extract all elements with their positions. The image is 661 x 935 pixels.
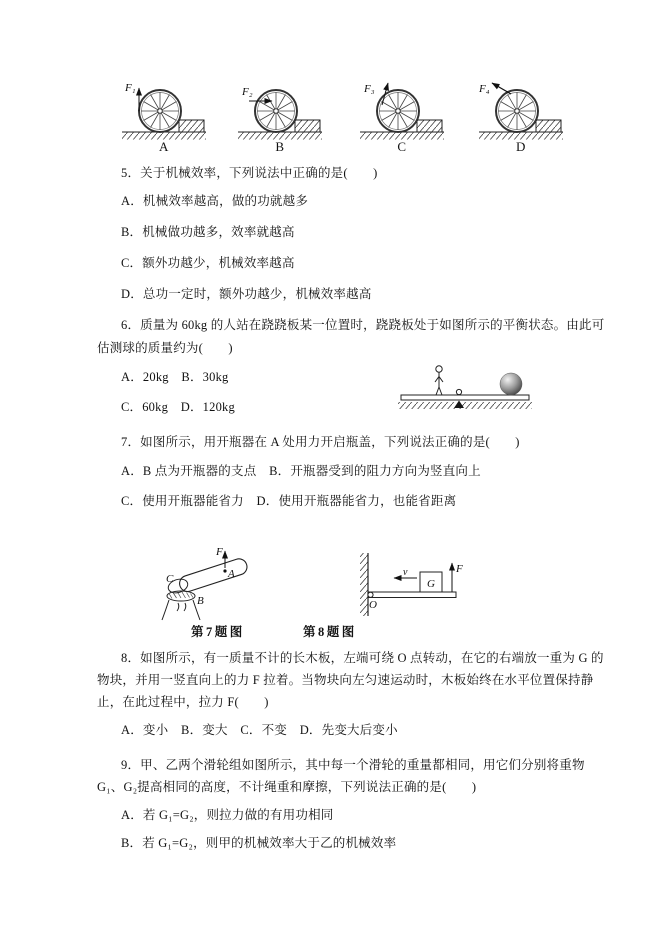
wheel — [255, 90, 297, 132]
q5-option-d: D．总功一定时，额外功越少，机械效率越高 — [121, 287, 372, 301]
q6-options-row1: A．20kg B．30kg — [121, 370, 229, 384]
q7-options-row2: C．使用开瓶器能省力 D．使用开瓶器能省力，也能省距离 — [121, 494, 457, 508]
opener-handle — [166, 557, 249, 596]
force-arrow — [452, 563, 463, 592]
q5-option-c: C．额外功越少，机械效率越高 — [121, 256, 295, 270]
q9-option-a: A．若 G₁=G₂，则拉力做的有用功相同 — [121, 808, 334, 822]
pivot-o-label: O — [369, 599, 377, 611]
pivot — [368, 592, 373, 597]
bottle-opener-figure — [158, 546, 263, 624]
q6-options-row2: C．60kg D．120kg — [121, 400, 235, 414]
wheel-diagram-b — [236, 78, 324, 142]
wheel-figure-d — [477, 78, 565, 158]
seesaw-plank — [401, 395, 529, 400]
wheel — [496, 90, 538, 132]
wheel-diagram-c — [358, 78, 446, 142]
ground-hatch — [398, 402, 532, 409]
curb-block — [179, 120, 204, 132]
velocity-label: v — [403, 567, 408, 578]
q5-option-b: B．机械做功越多，效率就越高 — [121, 225, 295, 239]
fig8-caption: 第8题图 — [303, 625, 357, 639]
point-b-label: B — [197, 595, 204, 607]
q8-options-row: A．变小 B．变大 C．不变 D．先变大后变小 — [121, 723, 398, 737]
plank — [368, 592, 456, 598]
wall — [360, 553, 368, 616]
fig7-caption: 第7题图 — [191, 625, 245, 639]
curb-block — [536, 120, 561, 132]
wheel-figure-c — [358, 78, 446, 158]
curb-block — [295, 120, 320, 132]
q5-option-a: A．机械效率越高，做的功就越多 — [121, 194, 309, 208]
force-f-label: F — [216, 546, 223, 558]
q7-options-row1: A．B 点为开瓶器的支点 B．开瓶器受到的阻力方向为竖直向上 — [121, 464, 481, 478]
q6-stem-line2: 估测球的质量约为( ) — [97, 341, 233, 355]
wheel — [139, 90, 181, 132]
q8-stem-line2: 物块，并用一竖直向上的力 F 拉着。当物块向左匀速运动时，木板始终在水平位置保持静 — [97, 673, 594, 687]
force-label: F₄ — [479, 83, 490, 95]
q9-stem-line1: 9．甲、乙两个滑轮组如图所示，其中每一个滑轮的重量都相同，用它们分别将重物 — [121, 758, 585, 772]
velocity-arrow — [394, 567, 417, 578]
block-g — [420, 572, 442, 592]
curb-block — [417, 120, 442, 132]
point-a-dot — [223, 569, 226, 572]
pivoted-plank-figure — [348, 550, 466, 620]
force-f-label: F — [456, 563, 463, 575]
bottle — [162, 600, 200, 620]
ball — [500, 373, 522, 395]
force-arrow — [124, 82, 139, 111]
q9-stem-line2: G₁、G₂提高相同的高度，不计绳重和摩擦，下列说法正确的是( ) — [97, 780, 477, 794]
wheel-diagram-d — [477, 78, 565, 142]
q8-stem-line1: 8．如图所示，有一质量不计的长木板，左端可绕 O 点转动，在它的右端放一重为 G 的 — [121, 651, 604, 665]
force-label: F₁ — [125, 82, 136, 94]
seesaw-figure — [398, 362, 534, 412]
q5-stem: 5．关于机械效率，下列说法中正确的是( ) — [121, 166, 378, 180]
wheel-letter: B — [275, 139, 285, 154]
wheel-letter: D — [516, 139, 526, 154]
wheel-figure-b — [236, 78, 324, 158]
q6-stem-line1: 6．质量为 60kg 的人站在跷跷板某一位置时，跷跷板处于如图所示的平衡状态。由此可 — [121, 318, 605, 332]
point-a-label: A — [228, 568, 235, 580]
force-label: F₃ — [364, 83, 375, 95]
wheel — [377, 90, 419, 132]
wheel-figure-a — [120, 78, 208, 158]
block-g-label: G — [427, 578, 435, 590]
q7-stem: 7．如图所示，用开瓶器在 A 处用力开启瓶盖，下列说法正确的是( ) — [121, 435, 520, 449]
wheel-letter: A — [159, 139, 169, 154]
q8-stem-line3: 止，在此过程中，拉力 F( ) — [97, 695, 269, 709]
person-figure — [435, 366, 443, 395]
wheel-diagram-a — [120, 78, 208, 142]
wheel-letter: C — [397, 139, 407, 154]
point-c-label: C — [166, 573, 174, 585]
force-label: F₂ — [242, 86, 253, 98]
q9-option-b: B．若 G₁=G₂，则甲的机械效率大于乙的机械效率 — [121, 836, 397, 850]
